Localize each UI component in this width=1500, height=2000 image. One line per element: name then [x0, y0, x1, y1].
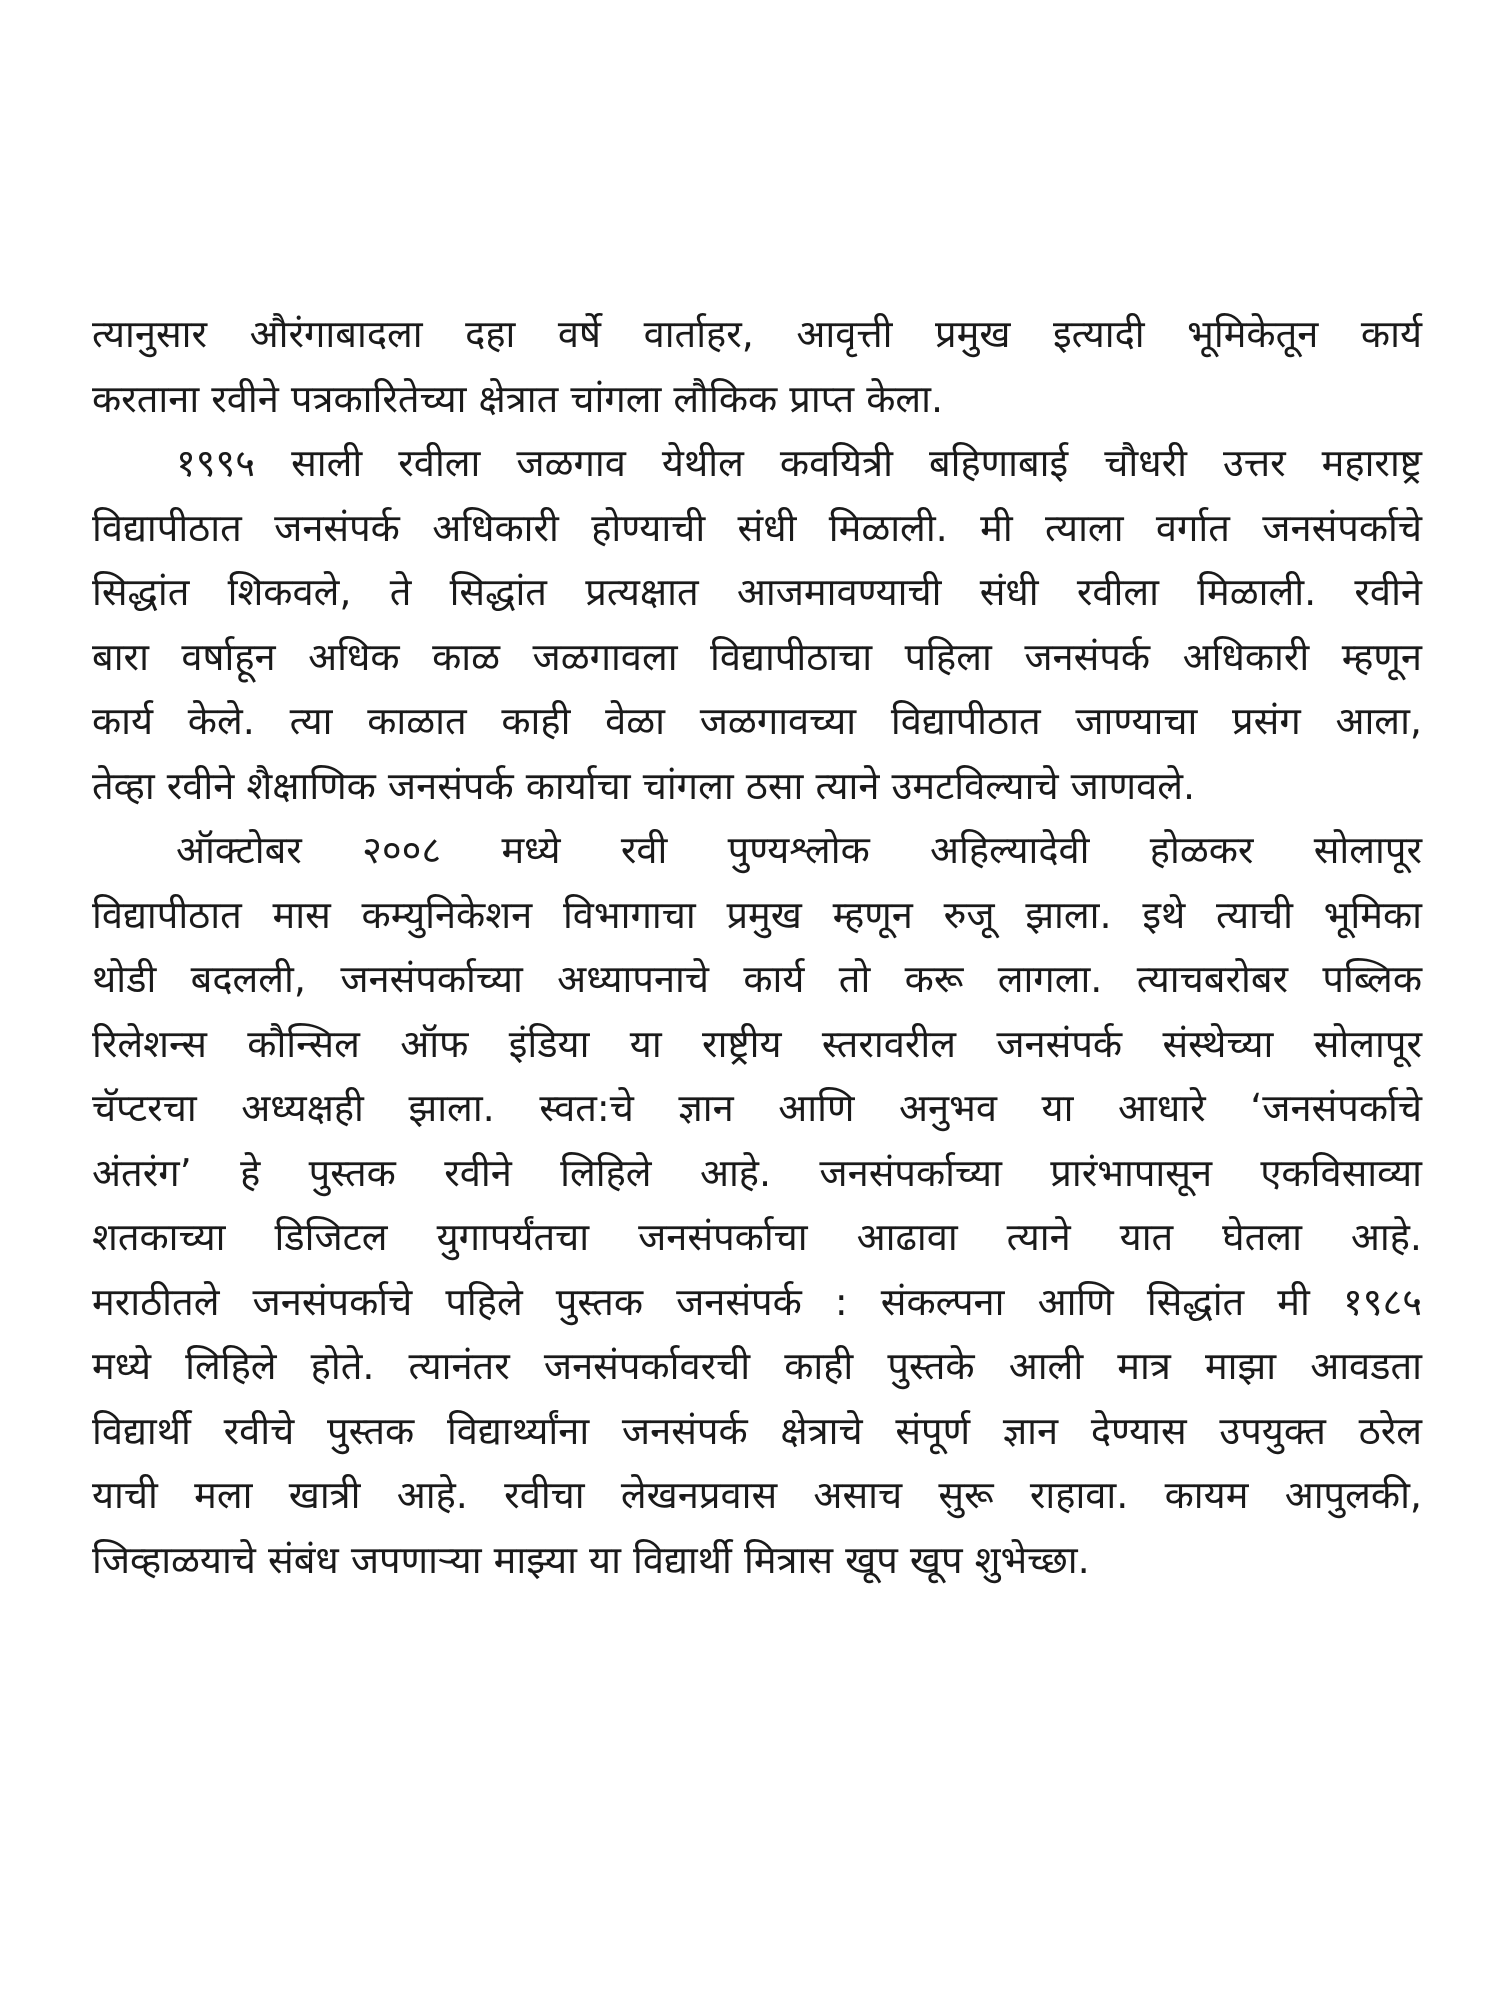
text-line: करताना रवीने पत्रकारितेच्या क्षेत्रात चांगला लौकिक प्राप्त केला. [92, 376, 944, 421]
text-line: रिलेशन्स कौन्सिल ऑफ इंडिया या राष्ट्रीय स्तरावरील जनसंपर्क संस्थेच्या सोलापूर [92, 1021, 1422, 1066]
text-line: अंतरंग’ हे पुस्तक रवीने लिहिले आहे. जनसंपर्काच्या प्रारंभापासून एकविसाव्या [92, 1150, 1422, 1195]
text-line: तेव्हा रवीने शैक्षाणिक जनसंपर्क कार्याचा चांगला ठसा त्याने उमटविल्याचे जाणवले. [92, 763, 1196, 808]
text-line: थोडी बदलली, जनसंपर्काच्या अध्यापनाचे कार्य तो करू लागला. त्याचबरोबर पब्लिक [92, 957, 1422, 1001]
text-line: चॅप्टरचा अध्यक्षही झाला. स्वत:चे ज्ञान आणि अनुभव या आधारे ‘जनसंपर्काचे [92, 1086, 1422, 1130]
text-line: विद्यापीठात मास कम्युनिकेशन विभागाचा प्रमुख म्हणून रुजू झाला. इथे त्याची भूमिका [92, 892, 1422, 937]
text-line: १९९५ साली रवीला जळगाव येथील कवयित्री बहिणाबाई चौधरी उत्तर महाराष्ट्र [176, 441, 1422, 485]
text-line: त्यानुसार औरंगाबादला दहा वर्षे वार्ताहर, आवृत्ती प्रमुख इत्यादी भूमिकेतून कार्य [92, 312, 1422, 356]
text-line: ऑक्टोबर २००८ मध्ये रवी पुण्यश्लोक अहिल्यादेवी होळकर सोलापूर [176, 828, 1422, 872]
text-line: याची मला खात्री आहे. रवीचा लेखनप्रवास असाच सुरू राहावा. कायम आपुलकी, [92, 1473, 1422, 1517]
text-line: विद्यार्थी रवीचे पुस्तक विद्यार्थ्यांना जनसंपर्क क्षेत्राचे संपूर्ण ज्ञान देण्यास उपयुक्त ठरेल [92, 1408, 1422, 1453]
text-line: बारा वर्षाहून अधिक काळ जळगावला विद्यापीठाचा पहिला जनसंपर्क अधिकारी म्हणून [92, 634, 1422, 679]
text-line: शतकाच्या डिजिटल युगापर्यंतचा जनसंपर्काचा आढावा त्याने यात घेतला आहे. [92, 1215, 1422, 1259]
body-text [92, 302, 1422, 1592]
text-line: विद्यापीठात जनसंपर्क अधिकारी होण्याची संधी मिळाली. मी त्याला वर्गात जनसंपर्काचे [92, 505, 1422, 550]
text-line: मराठीतले जनसंपर्काचे पहिले पुस्तक जनसंपर्क : संकल्पना आणि सिद्धांत मी १९८५ [92, 1279, 1422, 1324]
text-line: सिद्धांत शिकवले, ते सिद्धांत प्रत्यक्षात आजमावण्याची संधी रवीला मिळाली. रवीने [92, 570, 1422, 614]
text-line: कार्य केले. त्या काळात काही वेळा जळगावच्या विद्यापीठात जाण्याचा प्रसंग आला, [92, 699, 1422, 743]
text-line: मध्ये लिहिले होते. त्यानंतर जनसंपर्कावरची काही पुस्तके आली मात्र माझा आवडता [92, 1344, 1422, 1388]
text-line: जिव्हाळयाचे संबंध जपणाऱ्या माझ्या या विद्यार्थी मित्रास खूप खूप शुभेच्छा. [92, 1537, 1090, 1582]
